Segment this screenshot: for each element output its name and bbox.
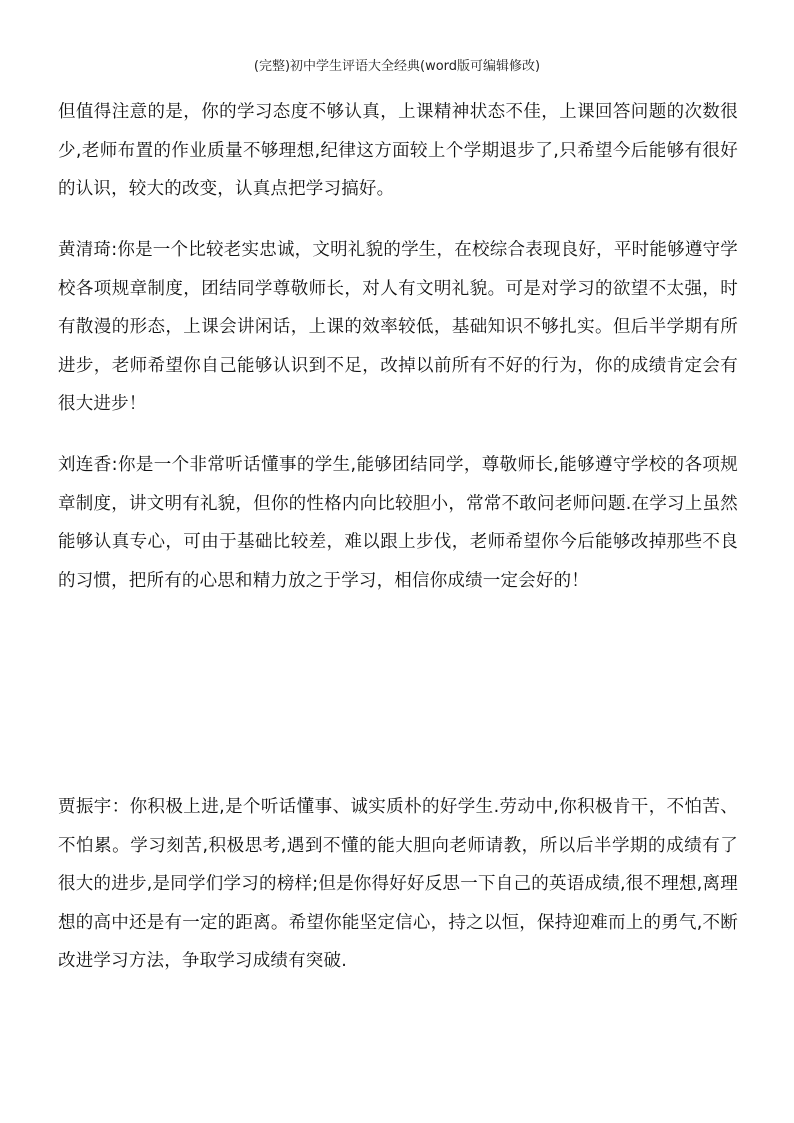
- page-header: (完整)初中学生评语大全经典(word版可编辑修改): [253, 59, 541, 74]
- comment-paragraph-1: 但值得注意的是，你的学习态度不够认真，上课精神状态不佳，上课回答问题的次数很少,老师布置的作业质量不够理想,纪律这方面较上个学期退步了,只希望今后能够有很好的认识，较大的改变，认真点把学习搞好。: [58, 102, 738, 199]
- comment-paragraph-huang-qingqi: 黄清琦:你是一个比较老实忠诚，文明礼貌的学生，在校综合表现良好，平时能够遵守学校各项规章制度，团结同学尊敬师长，对人有文明礼貌。可是对学习的欲望不太强，时有散漫的形态，上课会讲闲话，上课的效率较低，基础知识不够扎实。但后半学期有所进步，老师希望你自己能够认识到不足，改掉以前所有不好的行为，你的成绩肯定会有很大进步！: [58, 240, 738, 414]
- comment-paragraph-liu-lianxiang: 刘连香:你是一个非常听话懂事的学生,能够团结同学，尊敬师长,能够遵守学校的各项规章制度，讲文明有礼貌，但你的性格内向比较胆小，常常不敢问老师问题.在学习上虽然能够认真专心，可由于基础比较差，难以跟上步伐，老师希望你今后能够改掉那些不良的习惯，把所有的心思和精力放之于学习，相信你成绩一定会好的！: [58, 455, 738, 591]
- comment-paragraph-jia-zhenyu: 贾振宇：你积极上进,是个听话懂事、诚实质朴的好学生.劳动中,你积极肯干，不怕苦、不怕累。学习刻苦,积极思考,遇到不懂的能大胆向老师请教，所以后半学期的成绩有了很大的进步,是同学们学习的榜样;但是你得好好反思一下自己的英语成绩,很不理想,离理想的高中还是有一定的距离。希望你能坚定信心，持之以恒，保持迎难而上的勇气,不断改进学习方法，争取学习成绩有突破.: [58, 797, 738, 971]
